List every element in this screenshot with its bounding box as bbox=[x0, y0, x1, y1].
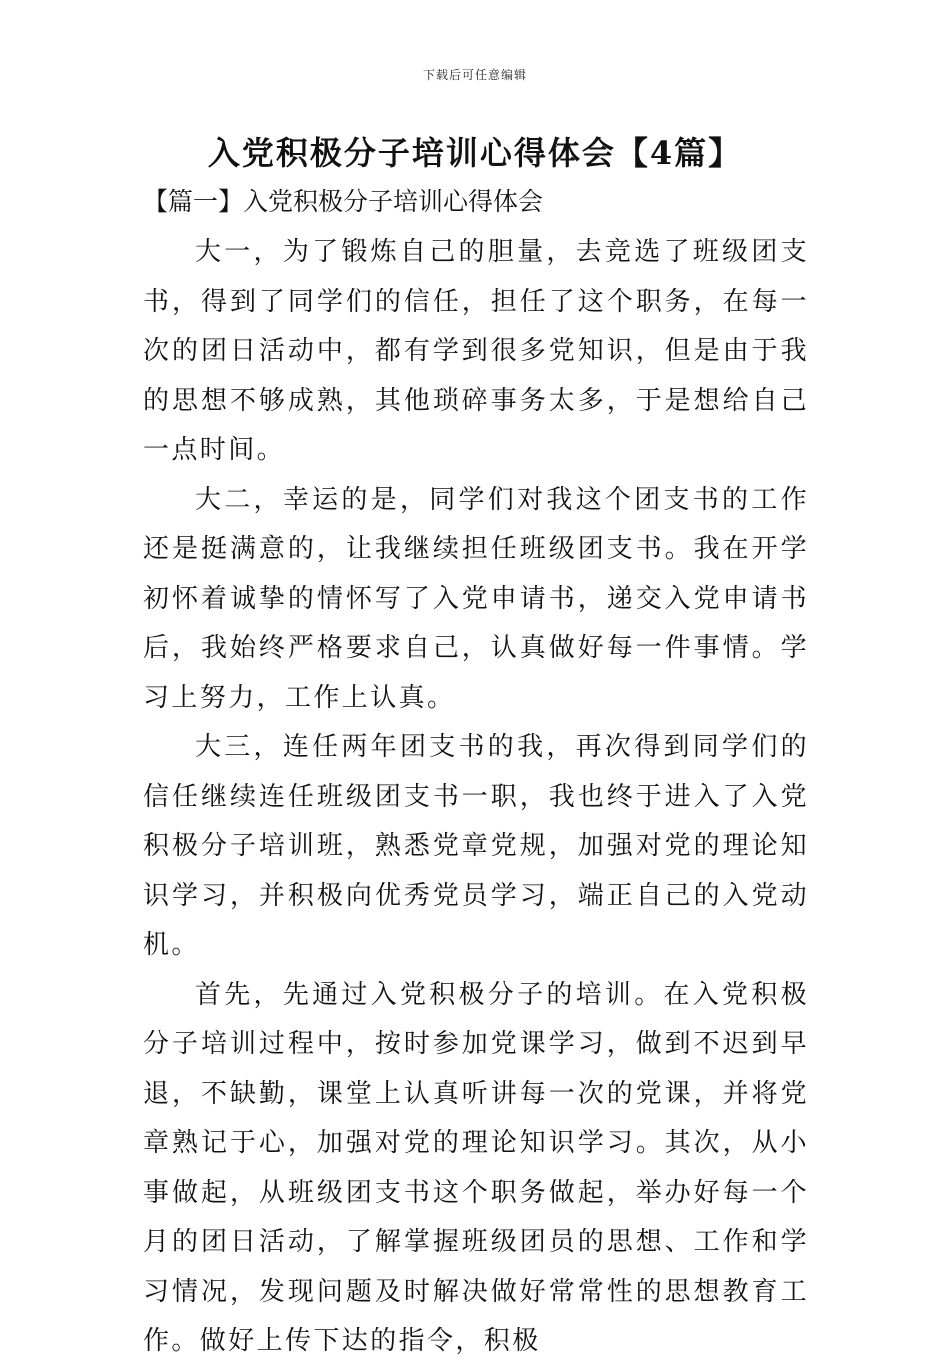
paragraph: 大一，为了锻炼自己的胆量，去竞选了班级团支书，得到了同学们的信任，担任了这个职务，在每一次的团日活动中，都有学到很多党知识，但是由于我的思想不够成熟，其他琐碎事务太多，于是想给自己一点时间。 bbox=[143, 237, 809, 465]
paragraph: 首先，先通过入党积极分子的培训。在入党积极分子培训过程中，按时参加党课学习，做到不迟到早退，不缺勤，课堂上认真听讲每一次的党课，并将党章熟记于心，加强对党的理论知识学习。其次，从小事做起，从班级团支书这个职务做起，举办好每一个月的团日活动，了解掌握班级团员的思想、工作和学习情况，发现问题及时解决做好常常性的思想教育工作。做好上传下达的指令，积极 bbox=[143, 979, 809, 1356]
document-body bbox=[143, 228, 809, 1367]
document-title: 入党积极分子培训心得体会【4篇】 bbox=[207, 134, 743, 172]
section-heading: 【篇一】入党积极分子培训心得体会 bbox=[143, 187, 544, 216]
header-note: 下载后可任意编辑 bbox=[422, 68, 527, 82]
paragraph: 大三，连任两年团支书的我，再次得到同学们的信任继续连任班级团支书一职，我也终于进入了入党积极分子培训班，熟悉党章党规，加强对党的理论知识学习，并积极向优秀党员学习，端正自己的入党动机。 bbox=[143, 732, 809, 960]
paragraph: 大二，幸运的是，同学们对我这个团支书的工作还是挺满意的，让我继续担任班级团支书。我在开学初怀着诚挚的情怀写了入党申请书，递交入党申请书后，我始终严格要求自己，认真做好每一件事情。学习上努力，工作上认真。 bbox=[143, 484, 809, 713]
